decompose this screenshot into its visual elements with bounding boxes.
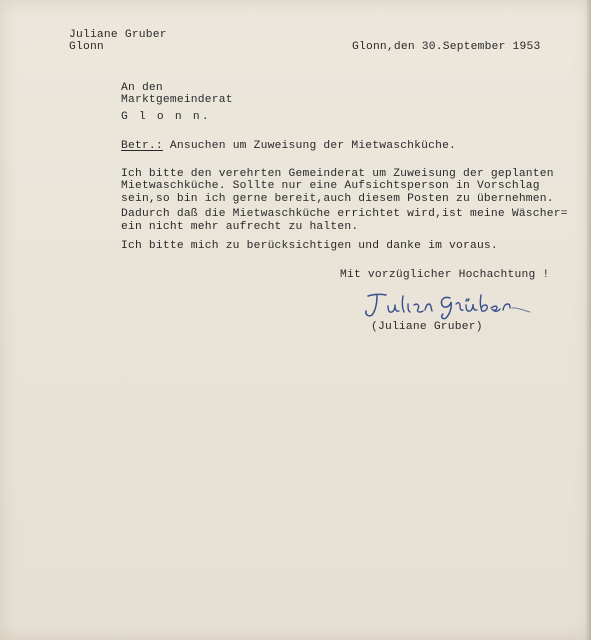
sender-name: Juliane Gruber <box>69 29 167 41</box>
handwritten-signature <box>360 290 538 320</box>
body-paragraph-3: Ich bitte mich zu berücksichtigen und danke im voraus. <box>121 240 498 252</box>
subject-text: Ansuchen um Zuweisung der Mietwaschküche. <box>169 140 457 152</box>
body-paragraph-2-line-1: Dadurch daß die Mietwaschküche errichtet wird,ist meine Wäscher= <box>121 208 568 220</box>
subject-label: Betr.: <box>121 140 163 152</box>
body-paragraph-1-line-3: sein,so bin ich gerne bereit,auch diesem Posten zu übernehmen. <box>121 193 554 205</box>
body-paragraph-2-line-2: ein nicht mehr aufrecht zu halten. <box>121 221 359 233</box>
recipient-line-3: G l o n n. <box>121 111 211 123</box>
recipient-line-2: Marktgemeinderat <box>121 94 233 106</box>
recipient-line-1: An den <box>121 82 163 94</box>
body-paragraph-1-line-2: Mietwaschküche. Sollte nur eine Aufsichtsperson in Vorschlag <box>121 180 540 192</box>
subject-line <box>121 140 456 153</box>
typed-signature-name: (Juliane Gruber) <box>371 321 483 333</box>
paper-edge-shadow <box>585 0 591 640</box>
body-paragraph-1-line-1: Ich bitte den verehrten Gemeinderat um Zuweisung der geplanten <box>121 168 554 180</box>
date-line: Glonn,den 30.September 1953 <box>352 41 541 53</box>
sender-place: Glonn <box>69 41 104 53</box>
closing-line: Mit vorzüglicher Hochachtung ! <box>340 269 550 281</box>
